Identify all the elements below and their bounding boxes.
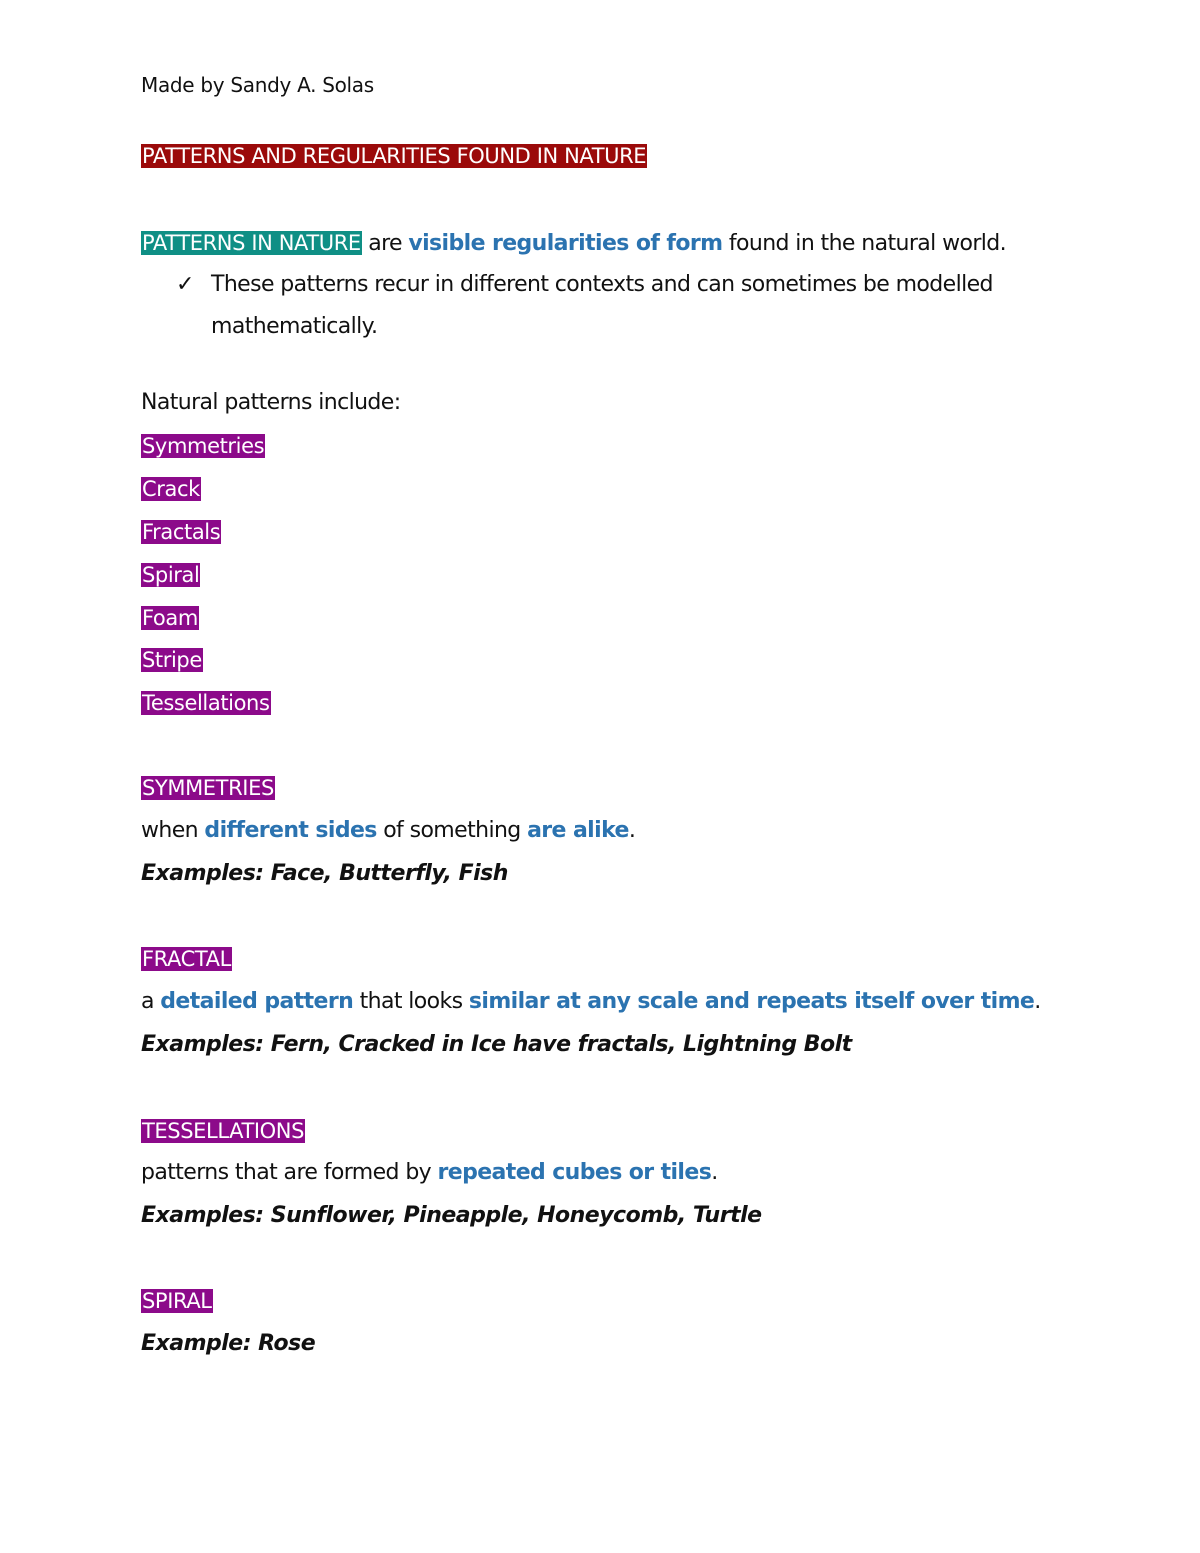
fractal-definition (141, 987, 1041, 1017)
pattern-label: Crack (142, 477, 200, 501)
checkmark-icon: ✓ (176, 272, 195, 297)
section-label: TESSELLATIONS (142, 1119, 305, 1143)
intro-text-1: are (361, 231, 409, 256)
section-label: SPIRAL (142, 1289, 212, 1313)
pattern-label: Spiral (142, 563, 200, 587)
symmetries-heading (141, 773, 275, 804)
title-highlight: PATTERNS AND REGULARITIES FOUND IN NATURE (142, 144, 647, 168)
def-emphasis: repeated cubes or tiles (437, 1160, 712, 1185)
intro-definition (141, 228, 1006, 259)
spiral-examples: Example: Rose (141, 1331, 316, 1356)
pattern-list-item (141, 560, 200, 591)
tessellations-definition (141, 1158, 718, 1188)
section-label: SYMMETRIES (142, 776, 274, 800)
pattern-list-item (141, 431, 265, 462)
def-text: of something (376, 818, 528, 843)
def-emphasis: similar at any scale and repeats itself over time (468, 989, 1035, 1014)
def-text: . (711, 1160, 718, 1185)
symmetries-definition (141, 816, 635, 846)
intro-text-2: found in the natural world. (722, 231, 1007, 256)
pattern-list-item (141, 645, 203, 676)
def-text: that looks (353, 989, 469, 1014)
term-patterns-in-nature: PATTERNS IN NATURE (142, 231, 361, 255)
natural-patterns-heading: Natural patterns include: (141, 390, 401, 415)
tessellations-heading (141, 1116, 305, 1147)
tessellations-examples: Examples: Sunflower, Pineapple, Honeycomb, Turtle (141, 1203, 762, 1228)
def-text: a (141, 989, 161, 1014)
pattern-list-item (141, 688, 271, 719)
pattern-label: Symmetries (142, 434, 265, 458)
pattern-label: Foam (142, 606, 198, 630)
pattern-list-item (141, 474, 201, 505)
pattern-label: Fractals (142, 520, 221, 544)
def-emphasis: detailed pattern (160, 989, 354, 1014)
spiral-heading (141, 1286, 213, 1317)
pattern-label: Stripe (142, 648, 202, 672)
bullet-line-2: mathematically. (211, 314, 378, 339)
author-line: Made by Sandy A. Solas (141, 73, 374, 97)
document-title (141, 141, 647, 172)
def-emphasis: are alike (527, 818, 629, 843)
pattern-list-item (141, 517, 221, 548)
fractal-heading (141, 944, 232, 975)
pattern-label: Tessellations (142, 691, 270, 715)
bullet-line-1: These patterns recur in different contexts and can sometimes be modelled (211, 272, 993, 297)
pattern-list-item (141, 603, 199, 634)
symmetries-examples: Examples: Face, Butterfly, Fish (141, 861, 508, 886)
def-text: patterns that are formed by (141, 1160, 438, 1185)
def-text: when (141, 818, 205, 843)
def-text: . (1034, 989, 1041, 1014)
section-label: FRACTAL (142, 947, 231, 971)
fractal-examples: Examples: Fern, Cracked in Ice have fractals, Lightning Bolt (141, 1032, 852, 1057)
def-text: . (628, 818, 636, 843)
intro-emphasis: visible regularities of form (408, 231, 723, 256)
def-emphasis: different sides (204, 818, 377, 843)
